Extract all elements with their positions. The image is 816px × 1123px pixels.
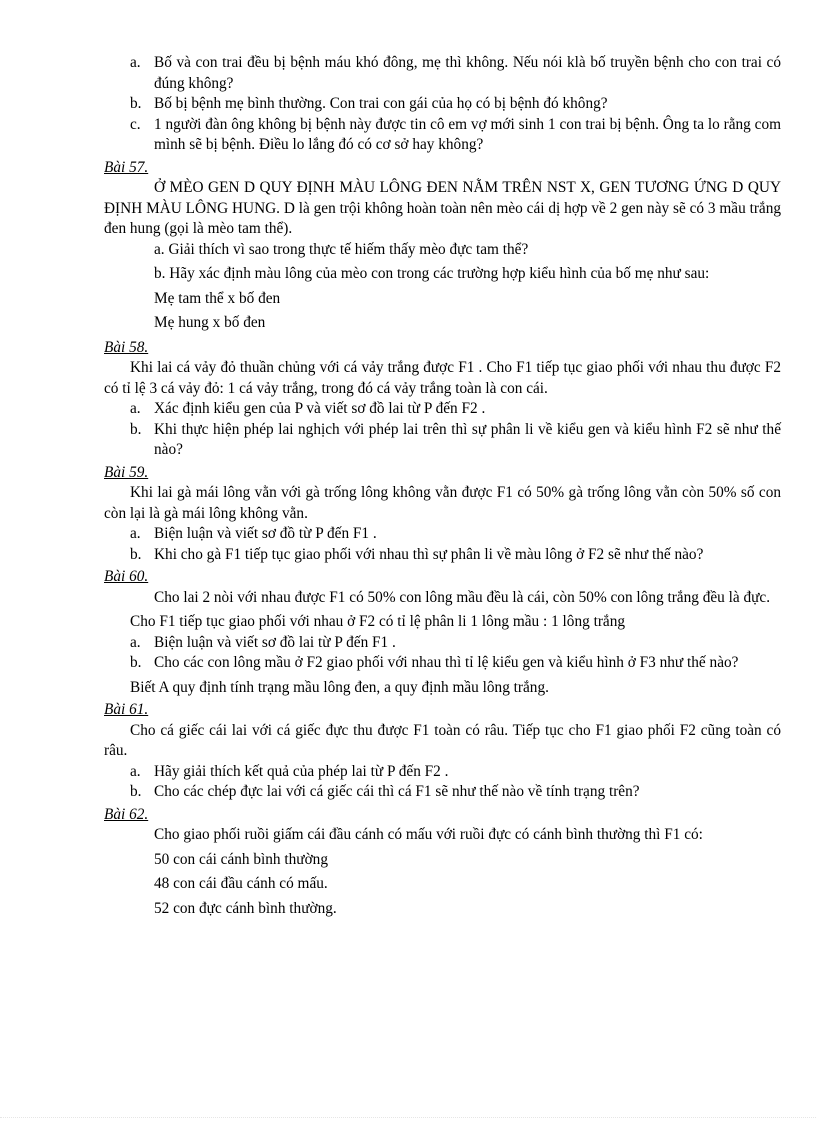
list-marker: b. (130, 95, 142, 112)
result-line: 48 con cái đầu cánh có mấu. (154, 875, 328, 892)
exercise-title-57: Bài 57. (104, 158, 149, 176)
list-text: Khi thực hiện phép lai nghịch với phép lai trên thì sự phân li về kiểu gen và kiểu hình F2 sẽ như thế nào? (154, 420, 781, 458)
list-text: Biện luận và viết sơ đồ từ P đến F1 . (154, 525, 377, 542)
exercise-57-question-b: b. Hãy xác định màu lông của mèo con trong các trường hợp kiểu hình của bố mẹ như sau: (154, 265, 710, 282)
list-marker: a. (130, 633, 141, 651)
list-marker: a. (130, 525, 141, 542)
exercise-61-text: Cho cá giếc cái lai với cá giếc đực thu được F1 toàn có râu. Tiếp tục cho F1 giao phối F2 cũng toàn có râu. (104, 721, 781, 759)
exercise-title-61: Bài 61. (104, 701, 149, 718)
exercise-62-text: Cho giao phối ruồi giấm cái đầu cánh có mấu với ruồi đực có cánh bình thường thì F1 có: (154, 826, 703, 843)
exercise-60-text: Cho lai 2 nòi với nhau được F1 có 50% con lông mầu đều là cái, còn 50% con lông trắng đều là đực. (154, 588, 771, 606)
list-text: Cho các chép đực lai với cá giếc cái thì cá F1 sẽ như thế nào về tính trạng trên? (154, 783, 640, 800)
result-line: 50 con cái cánh bình thường (154, 850, 328, 868)
cross-line: Mẹ hung x bố đen (154, 314, 266, 331)
list-marker: b. (130, 545, 142, 563)
exercise-title-60: Bài 60. (104, 568, 149, 585)
list-item (104, 633, 781, 654)
list-item (104, 53, 781, 94)
list-item (104, 115, 781, 156)
page-bottom-divider (0, 1117, 816, 1118)
list-item (104, 653, 781, 674)
exercise-title-62: Bài 62. (104, 805, 149, 823)
list-item (104, 782, 781, 803)
list-marker: b. (130, 783, 142, 800)
list-marker: a. (130, 762, 141, 780)
exercise-60-note: Biết A quy định tính trạng mầu lông đen, a quy định mầu lông trắng. (130, 678, 549, 696)
list-marker: a. (130, 400, 141, 417)
list-text: Cho các con lông mầu ở F2 giao phối với nhau thì tỉ lệ kiểu gen và kiểu hình ở F3 như thế nào? (154, 654, 739, 671)
exercise-58-text: Khi lai cá vảy đỏ thuần chủng với cá vảy trắng được F1 . Cho F1 tiếp tục giao phối với nhau thu được F2 có tỉ lệ 3 cá vảy đỏ: 1 cá vảy trắng, trong đó cá vảy trắng toàn là con cái. (104, 359, 781, 397)
list-item (104, 524, 781, 545)
list-text: Bố bị bệnh mẹ bình thường. Con trai con gái của họ có bị bệnh đó không? (154, 95, 608, 112)
list-item (104, 420, 781, 461)
list-marker: c. (130, 115, 141, 133)
exercise-57-text: Ở MÈO GEN D QUY ĐỊNH MÀU LÔNG ĐEN NẰM TRÊN NST X, GEN TƯƠNG ỨNG D QUY ĐỊNH MÀU LÔNG HUNG. D là gen trội không hoàn toàn nên mèo cái dị hợp về 2 gen này sẽ có 3 mầu trắng đen hung (gọi là mèo tam thể). (104, 179, 781, 237)
list-marker: b. (130, 420, 142, 438)
list-item (104, 762, 781, 783)
list-text: Khi cho gà F1 tiếp tục giao phối với nhau thì sự phân li về màu lông ở F2 sẽ như thế nào? (154, 545, 704, 563)
list-text: Biện luận và viết sơ đồ lai từ P đến F1 . (154, 633, 396, 651)
list-item (104, 399, 781, 420)
exercise-title-58: Bài 58. (104, 338, 149, 356)
exercise-title-59: Bài 59. (104, 463, 149, 481)
result-line: 52 con đực cánh bình thường. (154, 899, 337, 917)
list-marker: b. (130, 654, 142, 671)
list-text: Bố và con trai đều bị bệnh máu khó đông, mẹ thì không. Nếu nói klà bố truyền bệnh cho con trai có đúng không? (154, 54, 781, 92)
exercise-59-text: Khi lai gà mái lông vằn với gà trống lông không vằn được F1 có 50% gà trống lông vằn còn 50% số con còn lại là gà mái lông không vằn. (104, 484, 781, 522)
exercise-60-text-2: Cho F1 tiếp tục giao phối với nhau ở F2 có tỉ lệ phân li 1 lông mầu : 1 lông trắng (130, 613, 626, 630)
list-text: Hãy giải thích kết quả của phép lai từ P đến F2 . (154, 762, 449, 780)
list-text: 1 người đàn ông không bị bệnh này được tin cô em vợ mới sinh 1 con trai bị bệnh. Ông ta lo rằng com mình sẽ bị bệnh. Điều lo lắng đó có cơ sở hay không? (154, 115, 781, 153)
cross-line: Mẹ tam thể x bố đen (154, 289, 281, 307)
list-item (104, 545, 781, 566)
document-page (104, 53, 781, 923)
exercise-57-question-a: a. Giải thích vì sao trong thực tế hiếm thấy mèo đực tam thể? (154, 240, 529, 258)
list-text: Xác định kiểu gen của P và viết sơ đồ lai từ P đến F2 . (154, 400, 486, 417)
list-marker: a. (130, 54, 141, 71)
list-item (104, 94, 781, 115)
